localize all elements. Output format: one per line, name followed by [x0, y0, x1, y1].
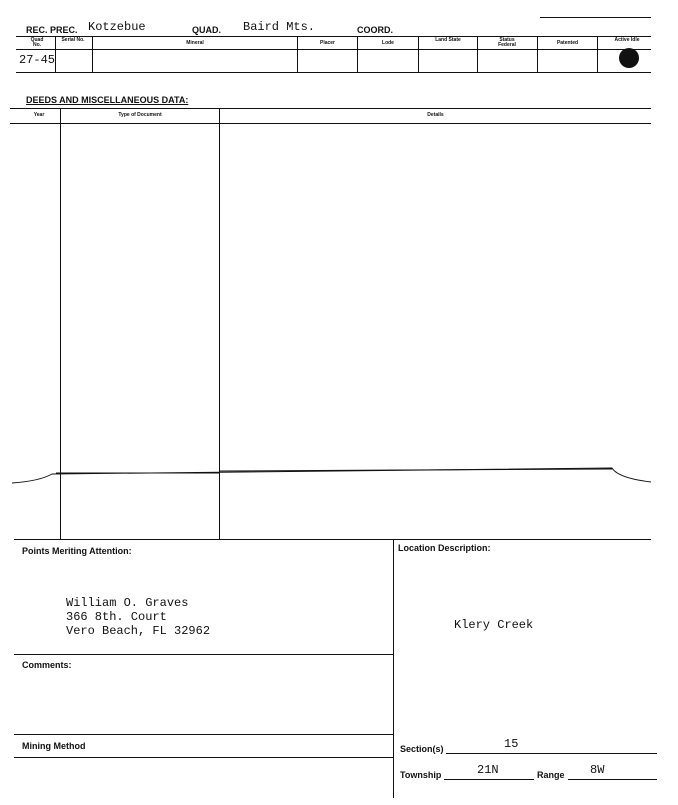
col-header-patented: Patented — [556, 40, 579, 46]
points-line-2: 366 8th. Court — [66, 610, 167, 624]
coord-label: COORD. — [357, 25, 393, 35]
mining-method-rule — [14, 734, 393, 735]
mining-method-label: Mining Method — [22, 741, 86, 751]
col-header-mineral: Mineral — [186, 40, 204, 46]
deeds-col-details: Details — [427, 112, 444, 118]
col-header-land-state: Land State — [435, 37, 461, 43]
bottom-section-rule — [14, 539, 651, 540]
bottom-section-divider — [393, 540, 394, 798]
quad-no-value: 27-45 — [19, 53, 56, 67]
rec-prec-label: REC. PREC. — [26, 25, 78, 35]
range-underline — [568, 779, 657, 780]
township-value: 21N — [477, 763, 499, 777]
section-value: 15 — [504, 737, 519, 751]
col-header-serial-no: Serial No. — [61, 37, 85, 43]
col-header-lode: Lode — [382, 40, 394, 46]
col-header-quad-no: Quad No. — [30, 37, 44, 48]
deeds-title: DEEDS AND MISCELLANEOUS DATA: — [26, 95, 189, 105]
range-value: 8W — [590, 763, 605, 777]
location-description-label: Location Description: — [398, 543, 491, 553]
location-description-value: Klery Creek — [454, 618, 534, 632]
points-line-3: Vero Beach, FL 32962 — [66, 624, 211, 638]
deeds-col-year: Year — [33, 112, 45, 118]
col-header-active-idle: Active Idle — [614, 37, 640, 43]
points-meriting-label: Points Meriting Attention: — [22, 546, 132, 556]
rec-prec-value: Kotzebue — [88, 20, 146, 34]
deeds-col-type: Type of Document — [118, 112, 162, 118]
section-label: Section(s) — [400, 744, 444, 754]
quad-label: QUAD. — [192, 25, 221, 35]
comments-label: Comments: — [22, 660, 72, 670]
col-header-status-federal: Status Federal — [498, 37, 516, 48]
col-header-placer: Placer — [319, 40, 335, 46]
mining-method-underline — [14, 757, 393, 758]
points-line-1: William O. Graves — [66, 596, 189, 610]
section-underline — [446, 753, 657, 754]
township-label: Township — [400, 770, 442, 780]
comments-rule — [14, 654, 393, 655]
quad-value: Baird Mts. — [243, 20, 316, 34]
range-label: Range — [537, 770, 565, 780]
township-underline — [444, 779, 534, 780]
